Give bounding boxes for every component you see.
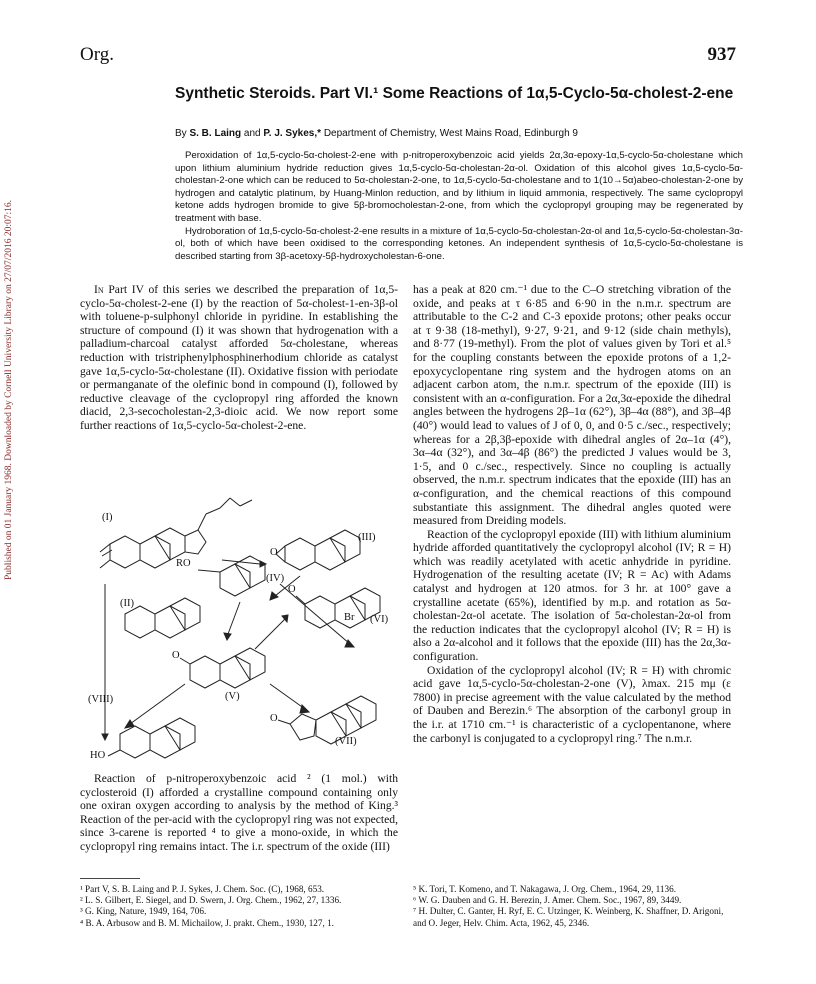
- author-line: [175, 127, 755, 141]
- reaction-scheme: [80, 484, 400, 774]
- left-column-continued: [80, 772, 398, 854]
- left-paragraph-2: Reaction of p-nitroperoxybenzoic acid ² (1 mol.) with cyclosteroid (I) afforded a crystalline compound containing only one oxiran oxygen according to analysis by the method of King.³ Reaction of the per-acid with the cyclopropyl ring was not expected, since 3-carene is reported ⁴ to give a mono-oxide, in which the cyclopropyl ring remains intact. The i.r. spectrum of the oxide (III): [80, 772, 398, 853]
- label-VIII: (VIII): [88, 694, 114, 705]
- author-2: P. J. Sykes,*: [263, 128, 322, 139]
- structure-V: [180, 648, 265, 688]
- label-HO: HO: [90, 750, 106, 761]
- left-paragraph-1-text: Part IV of this series we described the preparation of 1α,5-cyclo-5α-cholest-2-ene (I) by the reaction of 5α-cholest-1-en-3β-ol with toluene-p-sulphonyl chloride in pyridine. In establishing the structure of compound (I) it was shown that hydrogenation with a palladium-charcoal catalyst afforded 5α-cholestane, whereas reduction with tristriphenylphosphinerhodium chloride as catalyst gave 1α,5-cyclo-5α-cholestane (II). Oxidative fission with periodate or permanganate of the olefinic bond in compound (I), followed by reductive cleavage of the cyclopropyl ring afforded the known diacid, 2,3-secocholestan-2,3-dioic acid. We now report some further reactions of 1α,5-cyclo-5α-cholest-2-ene.: [80, 283, 398, 432]
- footnotes-left: [80, 884, 400, 929]
- label-VII: (VII): [335, 736, 357, 747]
- abstract-paragraph-1: Peroxidation of 1α,5-cyclo-5α-cholest-2-ene with p-nitroperoxybenzoic acid yields 2α,3α-epoxy-1α,5-cyclo-5α-cholestane which upon lithium aluminium hydride reduction gives 1α,5-cyclo-5α-cholestan-2α-ol. Oxidation of this alcohol gives 1α,5-cyclo-5α-cholestan-2-one which can be reduced to 5α-cholestan-2-one, to 1α,5-cyclo-5α-cholestane and to 1(10→5α)abeo-cholestan-2-one by hydrogen and catalytic platinum, by Huang-Minlon reduction, and by lithium in liquid ammonia, respectively. The same cyclopropyl ketone adds hydrogen bromide to give 5β-bromocholestan-2-one, from which the cyclopropyl grouping may be regenerated by treatment with base.: [175, 150, 743, 224]
- label-V: (V): [225, 691, 240, 702]
- label-O-ketone-V: O: [172, 650, 180, 661]
- page-number: 937: [707, 44, 736, 65]
- footnote-4: ⁴ B. A. Arbusow and B. M. Michailow, J. prakt. Chem., 1930, 127, 1.: [80, 917, 334, 928]
- abstract: [175, 150, 743, 263]
- structure-VIII: [108, 718, 195, 758]
- label-VI: (VI): [370, 614, 389, 625]
- right-column: [413, 283, 731, 745]
- author-1: S. B. Laing: [189, 128, 242, 139]
- label-O-ketone-VI: O: [288, 584, 296, 595]
- footnote-1: ¹ Part V, S. B. Laing and P. J. Sykes, J. Chem. Soc. (C), 1968, 653.: [80, 884, 325, 894]
- label-I: (I): [102, 512, 113, 523]
- label-Br: Br: [344, 612, 355, 623]
- abstract-paragraph-2: Hydroboration of 1α,5-cyclo-5α-cholest-2-ene results in a mixture of 1α,5-cyclo-5α-cholestan-2α-ol and 1α,5-cyclo-5α-cholestan-3α-ol, both of which have been oxidised to the corresponding ketones. An independent synthesis of 1α,5-cyclo-5α-cholestane is described starting from 3β-acetoxy-5β-hydroxycholestan-6-one.: [175, 225, 743, 262]
- left-column: [80, 283, 398, 433]
- right-paragraph-1: has a peak at 820 cm.⁻¹ due to the C–O stretching vibration of the oxide, and peaks at τ 6·85 and 6·90 in the n.m.r. spectrum are attributable to the C-2 and C-3 epoxide protons; other peaks occur at τ 9·38 (18-methyl), 9·27, 9·21, and 9·12 (side chain methyls), and 8·77 (19-methyl). From the plot of values given by Tori et al.⁵ for the coupling constants between the epoxide protons of a 1,2-epoxycyclopentane ring system and the hydrogen atoms on an adjacent carbon atom, the n.m.r. spectrum of the epoxide (III) is consistent with an α-configuration. For a 2α,3α-epoxide the dihedral angles between the hydrogens 2β–1α (62°), 3β–4α (88°), and 3β–4β (40°) would lead to values of J of 0, 0, and 0·5 c./sec., respectively; whereas for a 2β,3β-epoxide with dihedral angles of 2α–1α (4°), 3α–4α (32°), and 3α–4β (86°) the predicted J values would be 3, 1·5, and 0 c./sec., respectively. Since no coupling is actually observed, the n.m.r. spectrum indicates that the epoxide (III) has an α-configuration, and the chemical reactions of this compound substantiate this assignment. The dihedral angles quoted were measured from Dreiding models.: [413, 283, 731, 528]
- affiliation: Department of Chemistry, West Mains Road, Edinburgh 9: [323, 128, 578, 139]
- right-paragraph-2: Reaction of the cyclopropyl epoxide (III) with lithium aluminium hydride afforded quantitatively the cyclopropyl alcohol (IV; R = H) which was readily acetylated with acetic anhydride in pyridine. Hydrogenation of the resulting acetate (IV; R = Ac) with Adams catalyst and hydrogen at 120 atmos. for 3 hr. at 100° gave a crystalline acetate (65%), identified by m.p. and rotation as 5α-cholestan-2α-ol acetate. The isolation of 5α-cholestan-2α-ol from the reduction indicates that the cyclopropyl alcohol (IV; R = H) is also a 2α-alcohol and it follows that the epoxide (III) has the 2α,3α-configuration.: [413, 527, 731, 664]
- footnote-rule: [80, 878, 140, 879]
- intro-word: In: [94, 283, 104, 296]
- reaction-scheme-drawing: [80, 484, 400, 774]
- footnote-2: ² L. S. Gilbert, E. Siegel, and D. Swern, J. Org. Chem., 1962, 27, 1336.: [80, 895, 342, 906]
- label-III: (III): [358, 532, 376, 543]
- label-II: (II): [120, 598, 134, 609]
- article-title: Synthetic Steroids. Part VI.¹ Some Reactions of 1α,5-Cyclo-5α-cholest-2-ene: [175, 85, 734, 102]
- journal-section: Org.: [80, 44, 114, 65]
- label-RO: RO: [176, 558, 191, 569]
- download-notice: [2, 160, 16, 620]
- footnote-6: ⁶ W. G. Dauben and G. H. Berezin, J. Amer. Chem. Soc., 1967, 89, 3449.: [413, 895, 682, 906]
- footnotes-right: [413, 884, 733, 929]
- structure-III: [276, 530, 360, 570]
- download-notice-text: Published on 01 January 1968. Downloaded by Cornell University Library on 27/07/2016 20:07:16.: [4, 200, 14, 580]
- structure-VII: [278, 696, 376, 744]
- structure-IV: [198, 556, 265, 596]
- left-paragraph-1: [80, 283, 398, 433]
- footnote-5: ⁵ K. Tori, T. Komeno, and T. Nakagawa, J. Org. Chem., 1964, 29, 1136.: [413, 884, 677, 894]
- and-word: and: [243, 128, 261, 139]
- structure-II: [125, 598, 200, 638]
- label-O-ketone-VII: O: [270, 713, 278, 724]
- right-paragraph-3: Oxidation of the cyclopropyl alcohol (IV; R = H) with chromic acid gave 1α,5-cyclo-5α-cholestan-2-one (V), λmax. 215 mμ (ε 7800) in precise agreement with the value calculated by the method of Dauben and Berezin.⁶ The absorption of the carbonyl group in the i.r. at 1710 cm.⁻¹ is characteristic of a cyclopentanone, where the carbonyl is conjugated to a cyclopropyl ring.⁷ The n.m.r.: [413, 663, 731, 745]
- label-O-epoxide: O: [270, 547, 278, 558]
- footnote-7: ⁷ H. Dulter, C. Ganter, H. Ryf, E. C. Utzinger, K. Weinberg, K. Shaffner, D. Arigoni, and O. Jeger, Helv. Chim. Acta, 1962, 45, 2346.: [413, 906, 724, 928]
- by-word: By: [175, 128, 187, 139]
- label-IV: (IV): [266, 573, 285, 584]
- footnote-3: ³ G. King, Nature, 1949, 164, 706.: [80, 906, 207, 917]
